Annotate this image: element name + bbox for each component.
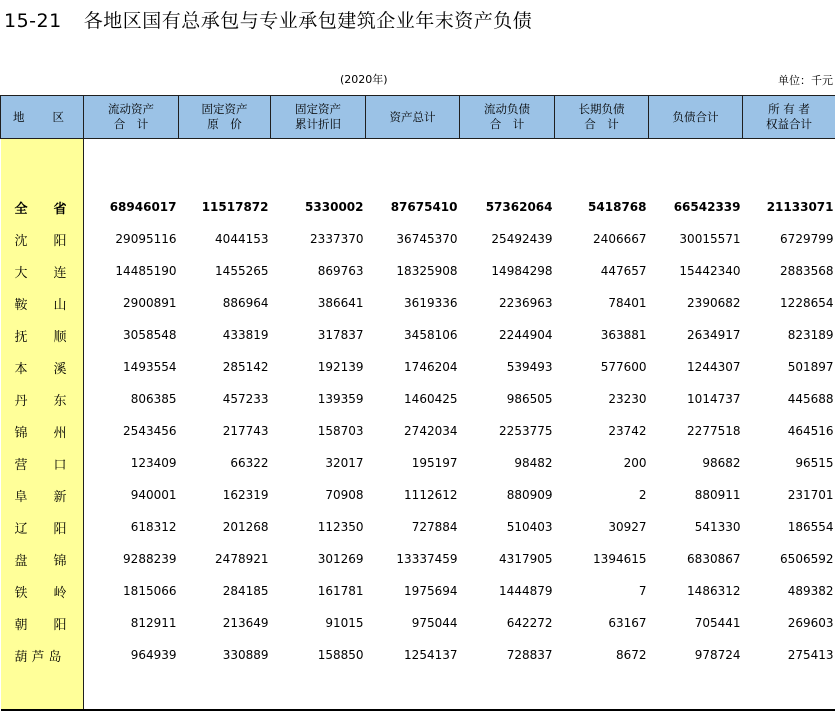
header-region: 地 区 [1, 96, 84, 139]
cell-current-liabilities: 510403 [506, 520, 553, 534]
cell-current-liabilities: 642272 [506, 616, 553, 630]
cell-accumulated-depreciation: 2337370 [310, 232, 364, 246]
header-current-liabilities: 流动负债 合 计 [460, 96, 555, 139]
cell-current-assets: 2543456 [123, 424, 177, 438]
cell-current-liabilities: 1444879 [499, 584, 553, 598]
cell-fixed-assets-original: 66322 [230, 456, 269, 470]
cell-current-assets: 14485190 [115, 264, 177, 278]
table-row [1, 511, 835, 543]
cell-long-term-liabilities: 23742 [608, 424, 647, 438]
cell-total-assets: 3619336 [404, 296, 458, 310]
cell-total-assets: 195197 [411, 456, 458, 470]
cell-owners-equity: 269603 [787, 616, 834, 630]
header-current-assets: 流动资产 合 计 [84, 96, 179, 139]
cell-owners-equity: 6729799 [780, 232, 834, 246]
table-row [1, 639, 835, 671]
cell-total-liabilities: 2277518 [687, 424, 741, 438]
cell-fixed-assets-original: 330889 [222, 648, 269, 662]
cell-current-assets: 9288239 [123, 552, 177, 566]
cell-total-assets: 975044 [411, 616, 458, 630]
table-row [1, 287, 835, 319]
table-row [1, 415, 835, 447]
table-row [1, 575, 835, 607]
cell-accumulated-depreciation: 317837 [317, 328, 364, 342]
region-name: 辽 阳 [1, 511, 84, 543]
spacer-row [1, 139, 835, 192]
cell-total-liabilities: 98682 [702, 456, 741, 470]
cell-current-assets: 1815066 [123, 584, 177, 598]
cell-current-liabilities: 14984298 [491, 264, 553, 278]
cell-fixed-assets-original: 162319 [222, 488, 269, 502]
cell-total-assets: 18325908 [396, 264, 458, 278]
cell-accumulated-depreciation: 158703 [317, 424, 364, 438]
cell-fixed-assets-original: 201268 [222, 520, 269, 534]
cell-long-term-liabilities: 2 [638, 488, 647, 502]
cell-owners-equity: 445688 [787, 392, 834, 406]
cell-current-assets: 964939 [130, 648, 177, 662]
cell-fixed-assets-original: 4044153 [215, 232, 269, 246]
cell-owners-equity: 823189 [787, 328, 834, 342]
cell-current-assets: 3058548 [123, 328, 177, 342]
cell-current-liabilities: 4317905 [499, 552, 553, 566]
cell-total-liabilities: 1244307 [687, 360, 741, 374]
cell-current-assets: 618312 [130, 520, 177, 534]
cell-current-liabilities: 2253775 [499, 424, 553, 438]
cell-long-term-liabilities: 30927 [608, 520, 647, 534]
cell-total-assets: 13337459 [396, 552, 458, 566]
header-owners-equity: 所 有 者 权益合计 [743, 96, 835, 139]
table-row [1, 447, 835, 479]
cell-current-liabilities: 57362064 [485, 200, 553, 214]
region-name: 营 口 [1, 447, 84, 479]
cell-current-liabilities: 98482 [514, 456, 553, 470]
table-row [1, 479, 835, 511]
cell-accumulated-depreciation: 91015 [325, 616, 364, 630]
cell-current-liabilities: 986505 [506, 392, 553, 406]
cell-current-liabilities: 25492439 [491, 232, 553, 246]
header-long-term-liabilities: 长期负债 合 计 [555, 96, 649, 139]
cell-long-term-liabilities: 1394615 [593, 552, 647, 566]
cell-current-assets: 29095116 [115, 232, 177, 246]
cell-fixed-assets-original: 284185 [222, 584, 269, 598]
cell-total-liabilities: 6830867 [687, 552, 741, 566]
region-name: 铁 岭 [1, 575, 84, 607]
header-fixed-assets-original: 固定资产 原 价 [179, 96, 271, 139]
asset-liability-table [0, 95, 835, 711]
cell-current-assets: 2900891 [123, 296, 177, 310]
cell-current-liabilities: 2236963 [499, 296, 553, 310]
cell-owners-equity: 2883568 [780, 264, 834, 278]
cell-owners-equity: 186554 [787, 520, 834, 534]
cell-accumulated-depreciation: 386641 [317, 296, 364, 310]
unit-label: 单位：千元 [778, 74, 833, 87]
cell-accumulated-depreciation: 32017 [325, 456, 364, 470]
year-label: (2020年) [340, 73, 388, 86]
cell-long-term-liabilities: 447657 [600, 264, 647, 278]
table-title: 各地区国有总承包与专业承包建筑企业年末资产负债 [83, 10, 533, 32]
cell-accumulated-depreciation: 301269 [317, 552, 364, 566]
table-row [1, 607, 835, 639]
cell-accumulated-depreciation: 869763 [317, 264, 364, 278]
cell-owners-equity: 96515 [795, 456, 834, 470]
cell-accumulated-depreciation: 70908 [325, 488, 364, 502]
cell-current-liabilities: 539493 [506, 360, 553, 374]
region-name: 沈 阳 [1, 223, 84, 255]
cell-accumulated-depreciation: 139359 [317, 392, 364, 406]
cell-total-liabilities: 880911 [694, 488, 741, 502]
cell-total-assets: 87675410 [390, 200, 458, 214]
cell-current-assets: 1493554 [123, 360, 177, 374]
region-name: 朝 阳 [1, 607, 84, 639]
header-total-liabilities: 负债合计 [649, 96, 743, 139]
cell-owners-equity: 21133071 [766, 200, 834, 214]
province-total-row [1, 191, 835, 223]
cell-total-assets: 727884 [411, 520, 458, 534]
cell-total-liabilities: 978724 [694, 648, 741, 662]
cell-fixed-assets-original: 433819 [222, 328, 269, 342]
cell-current-assets: 806385 [130, 392, 177, 406]
cell-current-liabilities: 880909 [506, 488, 553, 502]
cell-fixed-assets-original: 285142 [222, 360, 269, 374]
cell-total-liabilities: 30015571 [679, 232, 741, 246]
cell-fixed-assets-original: 11517872 [201, 200, 269, 214]
table-row [1, 223, 835, 255]
cell-long-term-liabilities: 63167 [608, 616, 647, 630]
cell-total-liabilities: 705441 [694, 616, 741, 630]
region-name: 葫 芦 岛 [1, 639, 84, 671]
region-name: 全 省 [1, 191, 84, 223]
cell-long-term-liabilities: 78401 [608, 296, 647, 310]
cell-fixed-assets-original: 213649 [222, 616, 269, 630]
cell-current-assets: 123409 [130, 456, 177, 470]
cell-long-term-liabilities: 577600 [600, 360, 647, 374]
cell-fixed-assets-original: 2478921 [215, 552, 269, 566]
table-row [1, 543, 835, 575]
cell-owners-equity: 464516 [787, 424, 834, 438]
region-name: 盘 锦 [1, 543, 84, 575]
cell-total-liabilities: 66542339 [673, 200, 741, 214]
cell-current-liabilities: 2244904 [499, 328, 553, 342]
table-row [1, 351, 835, 383]
cell-total-assets: 1254137 [404, 648, 458, 662]
table-row [1, 255, 835, 287]
cell-total-assets: 2742034 [404, 424, 458, 438]
cell-long-term-liabilities: 5418768 [588, 200, 647, 214]
header-accumulated-depreciation: 固定资产 累计折旧 [271, 96, 366, 139]
cell-owners-equity: 1228654 [780, 296, 834, 310]
table-number: 15-21 [4, 10, 62, 32]
cell-total-assets: 1112612 [404, 488, 458, 502]
spacer-row [1, 671, 835, 710]
cell-total-liabilities: 1014737 [687, 392, 741, 406]
cell-current-assets: 68946017 [109, 200, 177, 214]
region-name: 大 连 [1, 255, 84, 287]
cell-total-assets: 36745370 [396, 232, 458, 246]
cell-accumulated-depreciation: 192139 [317, 360, 364, 374]
cell-owners-equity: 275413 [787, 648, 834, 662]
cell-owners-equity: 6506592 [780, 552, 834, 566]
cell-current-assets: 812911 [130, 616, 177, 630]
cell-accumulated-depreciation: 161781 [317, 584, 364, 598]
cell-owners-equity: 501897 [787, 360, 834, 374]
region-name: 锦 州 [1, 415, 84, 447]
cell-accumulated-depreciation: 5330002 [305, 200, 364, 214]
cell-total-liabilities: 1486312 [687, 584, 741, 598]
cell-fixed-assets-original: 217743 [222, 424, 269, 438]
cell-current-liabilities: 728837 [506, 648, 553, 662]
page-title [4, 6, 532, 33]
cell-current-assets: 940001 [130, 488, 177, 502]
cell-fixed-assets-original: 886964 [222, 296, 269, 310]
cell-owners-equity: 231701 [787, 488, 834, 502]
cell-accumulated-depreciation: 158850 [317, 648, 364, 662]
cell-long-term-liabilities: 7 [638, 584, 647, 598]
region-name: 本 溪 [1, 351, 84, 383]
region-name: 丹 东 [1, 383, 84, 415]
cell-fixed-assets-original: 1455265 [215, 264, 269, 278]
table-row [1, 383, 835, 415]
cell-long-term-liabilities: 23230 [608, 392, 647, 406]
cell-long-term-liabilities: 200 [623, 456, 647, 470]
table-row [1, 319, 835, 351]
cell-fixed-assets-original: 457233 [222, 392, 269, 406]
cell-total-assets: 3458106 [404, 328, 458, 342]
cell-long-term-liabilities: 363881 [600, 328, 647, 342]
cell-owners-equity: 489382 [787, 584, 834, 598]
header-total-assets: 资产总计 [366, 96, 460, 139]
cell-total-liabilities: 541330 [694, 520, 741, 534]
cell-total-liabilities: 2634917 [687, 328, 741, 342]
cell-accumulated-depreciation: 112350 [317, 520, 364, 534]
cell-total-liabilities: 2390682 [687, 296, 741, 310]
region-name: 抚 顺 [1, 319, 84, 351]
cell-total-assets: 1746204 [404, 360, 458, 374]
cell-long-term-liabilities: 2406667 [593, 232, 647, 246]
cell-total-assets: 1975694 [404, 584, 458, 598]
table-header-row [1, 96, 835, 139]
cell-total-liabilities: 15442340 [679, 264, 741, 278]
cell-total-assets: 1460425 [404, 392, 458, 406]
region-name: 鞍 山 [1, 287, 84, 319]
cell-long-term-liabilities: 8672 [615, 648, 647, 662]
region-name: 阜 新 [1, 479, 84, 511]
